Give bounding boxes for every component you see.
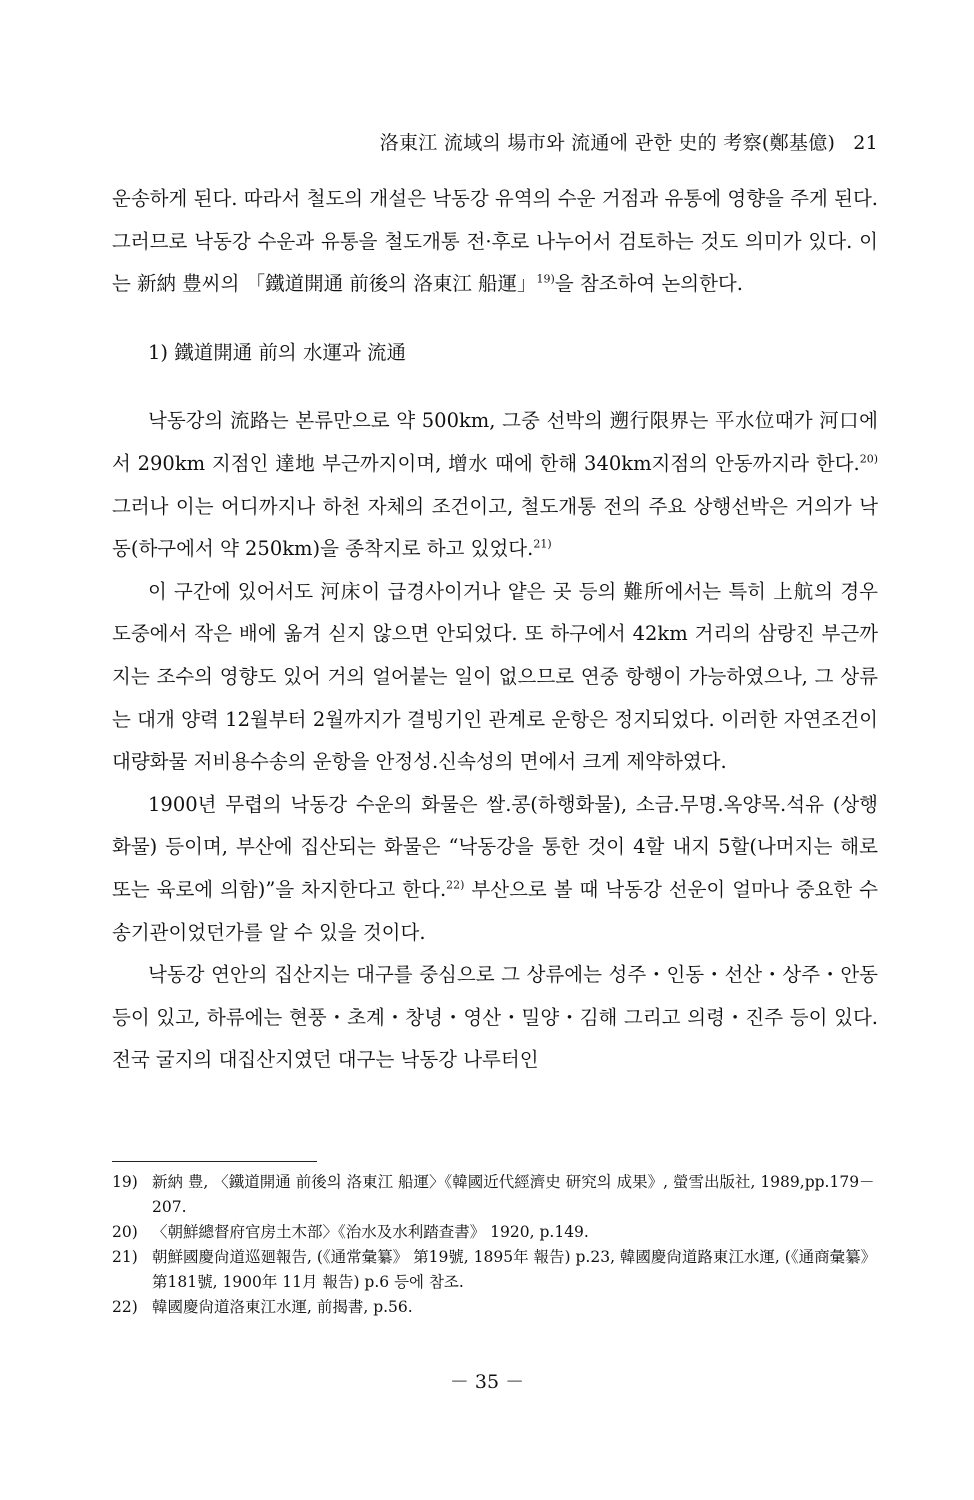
footnote-ref-19: 19) <box>536 272 555 286</box>
footnote-text: 新納 豊, 〈鐵道開通 前後의 洛東江 船運〉《韓國近代經濟史 研究의 成果》, 螢雪出版社, 1989,pp.179－207. <box>152 1173 875 1216</box>
footnote-text: 朝鮮國慶尙道巡廻報告, (《通常彙纂》 第19號, 1895年 報告) p.23, 韓國慶尙道路東江水運, (《通商彙纂》 第181號, 1900年 11月 報告) p.6 등에 참조. <box>152 1248 877 1291</box>
paragraph-2 <box>112 400 878 570</box>
footnote-text: 韓國慶尙道洛東江水運, 前揭書, p.56. <box>152 1298 413 1316</box>
running-title: 洛東江 流域의 場市와 流通에 관한 史的 考察(鄭基億) <box>379 132 836 154</box>
footnote-21 <box>112 1245 878 1295</box>
paragraph-text: 을 참조하여 논의한다. <box>554 272 743 296</box>
footnote-ref-20: 20) <box>859 452 878 466</box>
footnote-number: 21) <box>112 1248 138 1266</box>
footnote-ref-22: 22) <box>446 878 465 892</box>
body-text <box>112 178 878 1082</box>
footnotes <box>112 1170 878 1320</box>
section-heading: 1) 鐵道開通 前의 水運과 流通 <box>148 340 406 364</box>
paragraph-text: 부산으로 볼 때 낙동강 선운이 얼마나 중요한 수송기관이었던가를 알 수 있을 것이다. <box>112 877 878 944</box>
paragraph-text: 그러나 이는 어디까지나 하천 자체의 조건이고, 철도개통 전의 주요 상행선박은 거의가 낙동(하구에서 약 250km)을 종착지로 하고 있었다. <box>112 494 878 561</box>
paragraph-3: 이 구간에 있어서도 河床이 급경사이거나 얕은 곳 등의 難所에서는 특히 上航의 경우 도중에서 작은 배에 옮겨 싣지 않으면 안되었다. 또 하구에서 42km 거리의 삼랑진 부근까지는 조수의 영향도 있어 거의 얼어붙는 일이 없으므로 연중 항행이 가능하였으나, 그 상류는 대개 양력 12월부터 2월까지가 결빙기인 관계로 운항은 정지되었다. 이러한 자연조건이 대량화물 저비용수송의 운항을 안정성.신속성의 면에서 크게 제약하였다. <box>112 579 878 774</box>
page-number: － 35 － <box>449 1371 525 1393</box>
footnote-number: 22) <box>112 1298 138 1316</box>
paragraph-text: 낙동강의 流路는 본류만으로 약 500km, 그중 선박의 遡行限界는 平水位때가 河口에서 290km 지점인 達地 부근까지이며, 增水 때에 한해 340km지점의 안동까지라 한다. <box>112 409 878 475</box>
footnote-text: 〈朝鮮總督府官房土木部〉《治水及水利踏查書》 1920, p.149. <box>152 1223 589 1241</box>
paragraph-5: 낙동강 연안의 집산지는 대구를 중심으로 그 상류에는 성주・인동・선산・상주・안동 등이 있고, 하류에는 현풍・초계・창녕・영산・밀양・김해 그리고 의령・진주 등이 있다. 전국 굴지의 대집산지였던 대구는 낙동강 나루터인 <box>112 963 878 1072</box>
footnote-number: 20) <box>112 1223 138 1241</box>
header-page-number: 21 <box>853 132 878 154</box>
footnote-number: 19) <box>112 1173 138 1191</box>
paragraph-text: 운송하게 된다. 따라서 철도의 개설은 낙동강 유역의 수운 거점과 유통에 영향을 주게 된다. 그러므로 낙동강 수운과 유통을 철도개통 전·후로 나누어서 검토하는 것도 의미가 있다. 이는 新納 豊씨의 「鐵道開通 前後의 洛東江 船運」 <box>112 187 878 296</box>
footnote-19 <box>112 1170 878 1220</box>
paragraph-text: 1900년 무렵의 낙동강 수운의 화물은 쌀.콩(하행화물), 소금.무명.옥양목.석유 (상행화물) 등이며, 부산에 집산되는 화물은 “낙동강을 통한 것이 4할 내지 5할(나머지는 해로 또는 육로에 의함)”을 차지한다고 한다. <box>112 792 878 901</box>
paragraph-1 <box>112 178 878 306</box>
footnote-22 <box>112 1295 878 1320</box>
footnote-divider <box>112 1161 317 1162</box>
footnote-20 <box>112 1220 878 1245</box>
paragraph-4 <box>112 784 878 954</box>
running-header <box>112 128 878 155</box>
footnote-ref-21: 21) <box>533 537 552 551</box>
